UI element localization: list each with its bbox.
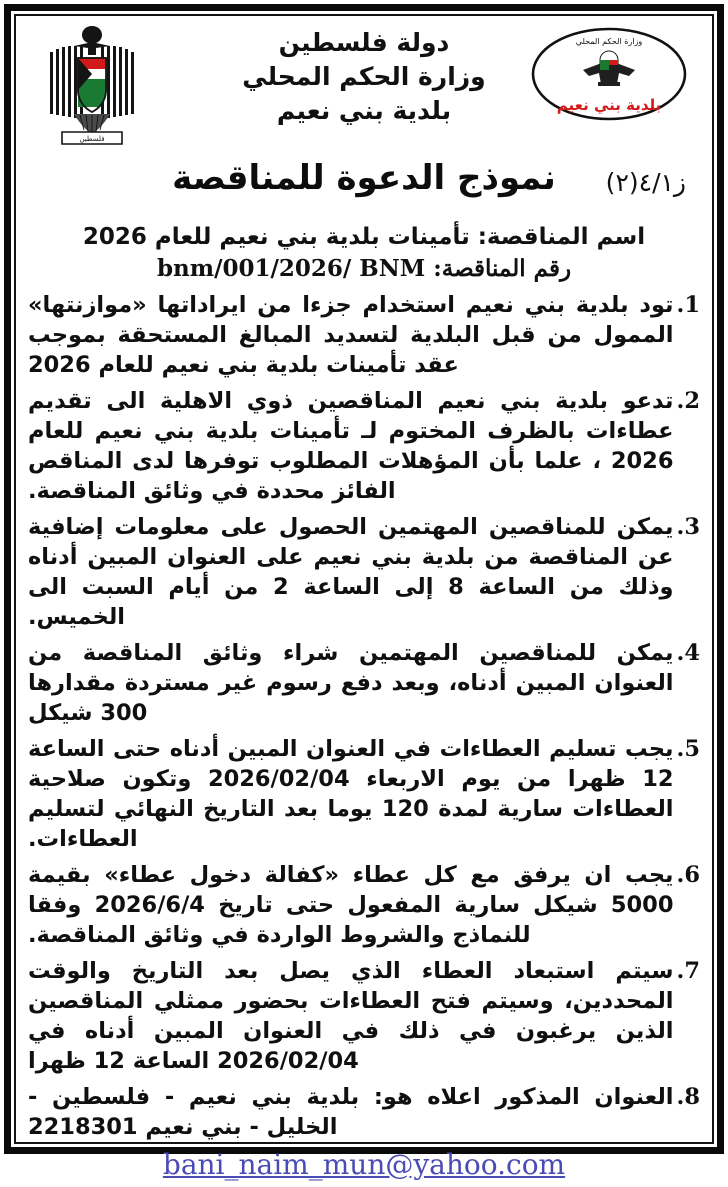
ministry-name: وزارة الحكم المحلي [242, 62, 486, 91]
clause-text: يمكن للمناقصين المهتمين شراء وثائق المناقصة من العنوان المبين أدناه، وبعد دفع رسوم غير مستردة مقدارها 300 شيكل [28, 640, 674, 726]
clause-number: 5. [676, 736, 700, 762]
municipality-name: بلدية بني نعيم [276, 96, 452, 125]
contact-email-row [28, 1148, 700, 1187]
clause-item [28, 512, 700, 632]
clause-text: يجب تسليم العطاءات في العنوان المبين أدناه حتى الساعة 12 ظهرا من يوم الاربعاء 2026/02/04 وتكون صلاحية العطاءات سارية لمدة 120 يوما بعد التاريخ النهائي لتسليم العطاءات. [28, 736, 674, 852]
contact-email-link[interactable]: bani_naim_mun@yahoo.com [162, 1148, 566, 1181]
clause-text: يمكن للمناقصين المهتمين الحصول على معلومات إضافية عن المناقصة من بلدية بني نعيم على العنوان المبين أدناه وذلك من الساعة 8 إلى الساعة 2 من أيام السبت الى الخميس. [28, 514, 674, 630]
svg-text:بلدية بني نعيم: بلدية بني نعيم [556, 96, 662, 114]
document-masthead [28, 20, 700, 158]
clause-item [28, 290, 700, 380]
bani-naim-municipality-seal [528, 24, 690, 128]
clause-item [28, 638, 700, 728]
clause-number: 1. [676, 292, 700, 318]
clause-list [28, 290, 700, 1148]
palestine-coat-of-arms [40, 22, 144, 150]
clause-number: 2. [676, 388, 700, 414]
clause-number: 4. [676, 640, 700, 666]
tender-identity [28, 222, 700, 284]
document-content [20, 18, 708, 1181]
title-row [28, 158, 700, 220]
clause-item [28, 860, 700, 950]
clause-text: العنوان المذكور اعلاه هو: بلدية بني نعيم - فلسطين - الخليل - بني نعيم 2218301 [28, 1084, 674, 1140]
clause-item [28, 1082, 700, 1142]
state-name: دولة فلسطين [278, 28, 450, 57]
clause-number: 7. [676, 958, 700, 984]
clause-number: 6. [676, 862, 700, 888]
tender-name-line: اسم المناقصة: تأمينات بلدية بني نعيم للعام 2026 [82, 224, 646, 250]
clause-item [28, 386, 700, 506]
tender-number-line: رقم المناقصة: bnm/001/2026/ BNM [156, 255, 572, 282]
clause-text: سيتم استبعاد العطاء الذي يصل بعد التاريخ والوقت المحددين، وسيتم فتح العطاءات بحضور ممثلي المناقصين الذين يرغبون في ذلك في العنوان المبين أدناه في 2026/02/04 الساعة 12 ظهرا [28, 958, 674, 1074]
clause-number: 8. [676, 1084, 700, 1110]
page-title: نموذج الدعوة للمناقصة [172, 158, 556, 198]
form-reference-code: ز٤/١(٢) [605, 168, 686, 197]
clause-item [28, 956, 700, 1076]
clause-text: يجب ان يرفق مع كل عطاء «كفالة دخول عطاء» بقيمة 5000 شيكل سارية المفعول حتى تاريخ 2026/6/4 وفقا للنماذج والشروط الواردة في وثائق المناقصة. [28, 862, 674, 948]
clause-text: تدعو بلدية بني نعيم المناقصين ذوي الاهلية الى تقديم عطاءات بالظرف المختوم لـ تأمينات بلدية بني نعيم للعام 2026 ، علما بأن المؤهلات المطلوب توفرها لدى المناقص الفائز محددة في وثائق المناقصة. [28, 388, 674, 504]
svg-text:وزارة الحكم المحلي: وزارة الحكم المحلي [575, 37, 643, 46]
clause-number: 3. [676, 514, 700, 540]
clause-text: تود بلدية بني نعيم استخدام جزءا من ايراداتها «موازنتها» الممول من قبل البلدية لتسديد المبالغ المستحقة بموجب عقد تأمينات بلدية بني نعيم للعام 2026 [28, 292, 674, 378]
clause-item [28, 734, 700, 854]
svg-text:فلسطين: فلسطين [79, 135, 105, 143]
